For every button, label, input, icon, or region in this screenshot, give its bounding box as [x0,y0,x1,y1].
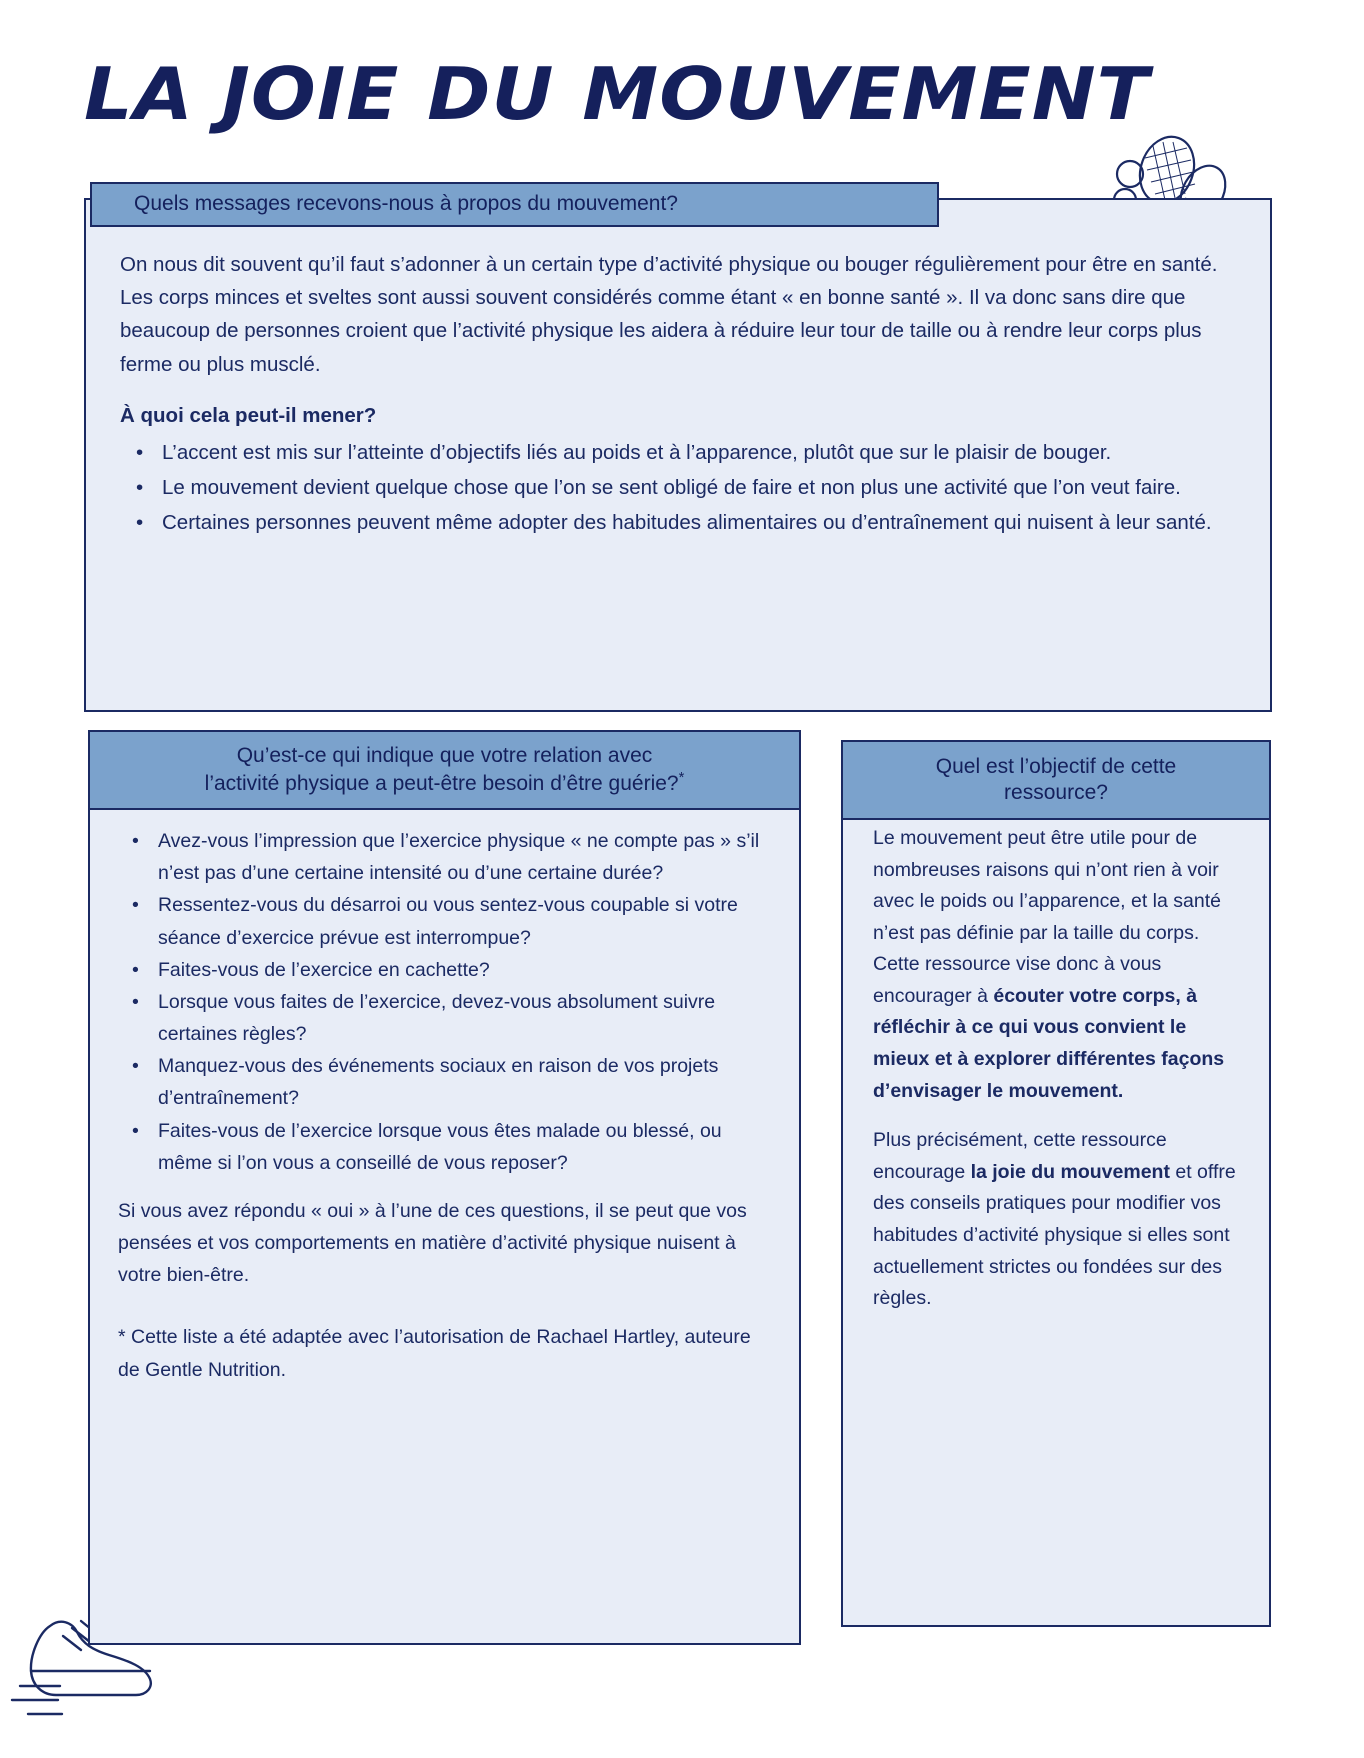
card-purpose-header-line2: ressource? [1004,781,1108,804]
card-purpose-header-line1: Quel est l’objectif de cette [935,754,1177,778]
card-signs-note: Si vous avez répondu « oui » à l’une de ces questions, il se peut que vos pensées et vos comportements en matière d’activité physique nuisent à votre bien-être. [118,1199,747,1287]
list-item: • Faites-vous de l’exercice lorsque vous êtes malade ou blessé, ou même si l’on vous a conseillé de vous reposer? [148,1115,773,1179]
card-messages-header: Quels messages recevons-nous à propos du mouvement? [90,182,939,227]
card-purpose-p1-text: Le mouvement peut être utile pour de nombreuses raisons qui n’ont rien à voir avec le poids ou l’apparence, et la santé n’est pas définie par la taille du corps. Cette ressource vise donc à vous encourager à [873,827,1221,1007]
card-purpose-paragraph-1 [873,823,1245,1107]
card-purpose-paragraph-2 [873,1125,1245,1314]
list-item: • Lorsque vous faites de l’exercice, devez-vous absolument suivre certaines règles? [148,986,773,1050]
card-signs [88,745,801,1645]
page-title: LA JOIE DU MOUVEMENT [84,52,1150,136]
card-signs-header [88,730,801,810]
list-item: • Manquez-vous des événements sociaux en raison de vos projets d’entraînement? [148,1050,773,1114]
list-item: • Faites-vous de l’exercice en cachette? [148,954,773,986]
card-purpose [841,755,1271,1627]
card-signs-header-asterisk: * [678,770,685,786]
card-messages-subhead: À quoi cela peut-il mener? [120,403,377,427]
card-signs-footnote: * Cette liste a été adaptée avec l’autorisation de Rachael Hartley, auteure de Gentle Nutrition. [118,1326,751,1381]
card-purpose-p2-text-b: et offre des conseils pratiques pour modifier vos habitudes d’activité physique si elles sont actuellement strictes ou fondées sur des règles. [873,1160,1236,1310]
list-item: • Avez-vous l’impression que l’exercice physique « ne compte pas » s’il n’est pas d’une certaine intensité ou d’une certaine durée? [148,825,773,889]
card-purpose-p1-bold: écouter votre corps, à réfléchir à ce qui vous convient le mieux et à explorer différentes façons d’envisager le mouvement. [873,984,1225,1102]
list-item: • Le mouvement devient quelque chose que l’on se sent obligé de faire et non plus une activité que l’on veut faire. [152,471,1236,504]
card-purpose-p2-text-a: Plus précisément, cette ressource encourage [873,1129,1167,1183]
card-signs-header-line1: Qu’est-ce qui indique que votre relation avec [236,743,653,767]
card-signs-header-line2-wrap [205,769,685,797]
card-purpose-p2-bold: la joie du mouvement [970,1160,1170,1183]
card-purpose-header [841,740,1271,820]
card-signs-header-line2: l’activité physique a peut-être besoin d’être guérie? [204,772,679,795]
card-messages-lead: On nous dit souvent qu’il faut s’adonner à un certain type d’activité physique ou bouger régulièrement pour être en santé. Les corps minces et sveltes sont aussi souvent considérés comme étant « en bonne santé ». Il va donc sans dire que beaucoup de personnes croient que l’activité physique les aidera à réduire leur tour de taille ou à rendre leur corps plus ferme ou plus musclé. [120,253,1218,376]
list-item: • Certaines personnes peuvent même adopter des habitudes alimentaires ou d’entraînement qui nuisent à leur santé. [152,506,1236,539]
card-messages-bullet-list [120,436,1236,540]
card-signs-bullet-list [114,825,773,1179]
list-item: • Ressentez-vous du désarroi ou vous sentez-vous coupable si votre séance d’exercice prévue est interrompue? [148,889,773,953]
list-item: • L’accent est mis sur l’atteinte d’objectifs liés au poids et à l’apparence, plutôt que sur le plaisir de bouger. [152,436,1236,469]
card-messages [84,198,1272,712]
